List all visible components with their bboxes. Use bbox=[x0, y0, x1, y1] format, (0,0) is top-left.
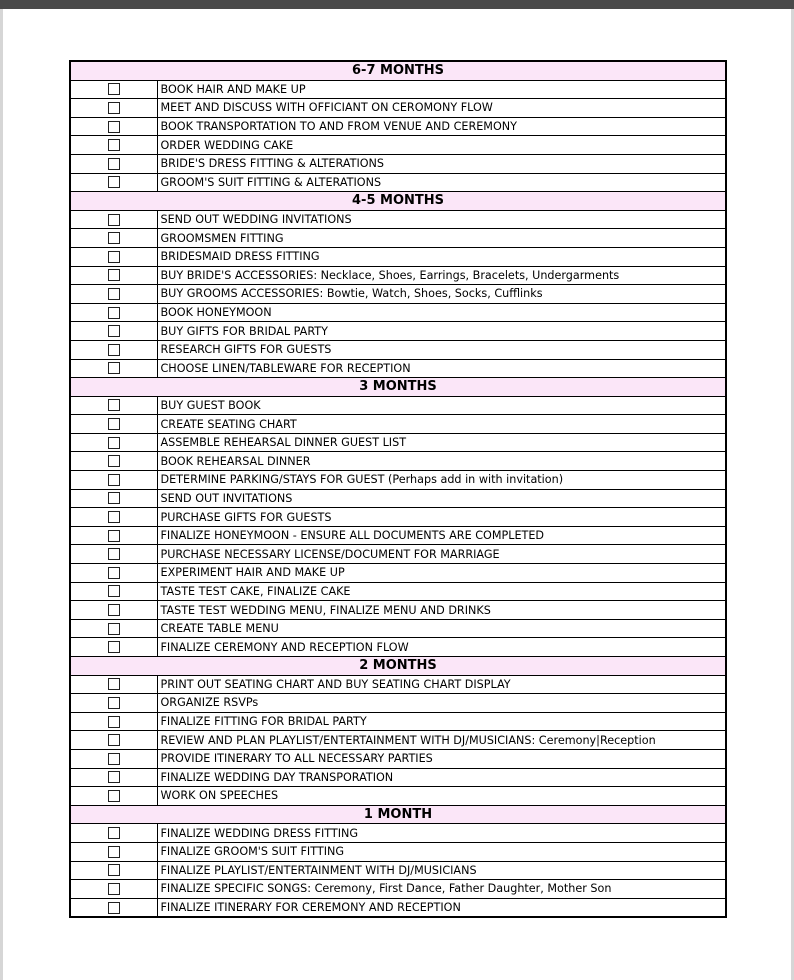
checkbox-icon[interactable] bbox=[108, 158, 120, 170]
task-label: FINALIZE WEDDING DAY TRANSPORATION bbox=[157, 768, 726, 787]
checkbox-icon[interactable] bbox=[108, 846, 120, 858]
task-label: FINALIZE HONEYMOON - ENSURE ALL DOCUMENTS ARE COMPLETED bbox=[157, 526, 726, 545]
checkbox-cell bbox=[70, 880, 157, 899]
checkbox-icon[interactable] bbox=[108, 418, 120, 430]
checkbox-cell bbox=[70, 452, 157, 471]
section-header-row bbox=[70, 192, 726, 211]
task-label: MEET AND DISCUSS WITH OFFICIANT ON CEROMONY FLOW bbox=[157, 99, 726, 118]
task-row bbox=[70, 154, 726, 173]
checkbox-icon[interactable] bbox=[108, 214, 120, 226]
section-title: 4-5 MONTHS bbox=[70, 192, 726, 211]
checkbox-cell bbox=[70, 526, 157, 545]
checkbox-cell bbox=[70, 340, 157, 359]
task-row bbox=[70, 898, 726, 917]
checkbox-cell bbox=[70, 731, 157, 750]
task-label: SEND OUT WEDDING INVITATIONS bbox=[157, 210, 726, 229]
task-row bbox=[70, 880, 726, 899]
checkbox-icon[interactable] bbox=[108, 437, 120, 449]
task-row bbox=[70, 136, 726, 155]
task-label: SEND OUT INVITATIONS bbox=[157, 489, 726, 508]
checkbox-icon[interactable] bbox=[108, 585, 120, 597]
task-row bbox=[70, 266, 726, 285]
task-label: BOOK REHEARSAL DINNER bbox=[157, 452, 726, 471]
checkbox-icon[interactable] bbox=[108, 753, 120, 765]
task-row bbox=[70, 117, 726, 136]
task-label: ASSEMBLE REHEARSAL DINNER GUEST LIST bbox=[157, 433, 726, 452]
task-label: BUY BRIDE'S ACCESSORIES: Necklace, Shoes, Earrings, Bracelets, Undergarments bbox=[157, 266, 726, 285]
checkbox-icon[interactable] bbox=[108, 883, 120, 895]
section-header-row bbox=[70, 378, 726, 397]
task-label: RESEARCH GIFTS FOR GUESTS bbox=[157, 340, 726, 359]
checkbox-cell bbox=[70, 508, 157, 527]
checkbox-cell bbox=[70, 415, 157, 434]
checkbox-cell bbox=[70, 545, 157, 564]
checkbox-icon[interactable] bbox=[108, 399, 120, 411]
checkbox-cell bbox=[70, 675, 157, 694]
checkbox-icon[interactable] bbox=[108, 325, 120, 337]
checklist-body bbox=[70, 61, 726, 917]
checkbox-icon[interactable] bbox=[108, 121, 120, 133]
checkbox-cell bbox=[70, 247, 157, 266]
task-row bbox=[70, 619, 726, 638]
task-row bbox=[70, 285, 726, 304]
task-row bbox=[70, 694, 726, 713]
task-row bbox=[70, 545, 726, 564]
checkbox-cell bbox=[70, 136, 157, 155]
task-label: FINALIZE FITTING FOR BRIDAL PARTY bbox=[157, 712, 726, 731]
task-row bbox=[70, 340, 726, 359]
checkbox-cell bbox=[70, 694, 157, 713]
checkbox-cell bbox=[70, 749, 157, 768]
checkbox-cell bbox=[70, 582, 157, 601]
task-row bbox=[70, 359, 726, 378]
task-row bbox=[70, 396, 726, 415]
checkbox-icon[interactable] bbox=[108, 734, 120, 746]
checkbox-cell bbox=[70, 285, 157, 304]
checkbox-cell bbox=[70, 210, 157, 229]
checkbox-cell bbox=[70, 768, 157, 787]
task-row bbox=[70, 749, 726, 768]
checkbox-cell bbox=[70, 433, 157, 452]
checkbox-icon[interactable] bbox=[108, 139, 120, 151]
checkbox-cell bbox=[70, 712, 157, 731]
section-title: 6-7 MONTHS bbox=[70, 61, 726, 80]
checkbox-icon[interactable] bbox=[108, 567, 120, 579]
task-label: BOOK HONEYMOON bbox=[157, 303, 726, 322]
task-label: GROOM'S SUIT FITTING & ALTERATIONS bbox=[157, 173, 726, 192]
checkbox-cell bbox=[70, 396, 157, 415]
task-label: PURCHASE GIFTS FOR GUESTS bbox=[157, 508, 726, 527]
section-header-row bbox=[70, 657, 726, 676]
task-label: BRIDESMAID DRESS FITTING bbox=[157, 247, 726, 266]
checkbox-cell bbox=[70, 787, 157, 806]
task-label: FINALIZE PLAYLIST/ENTERTAINMENT WITH DJ/MUSICIANS bbox=[157, 861, 726, 880]
checkbox-cell bbox=[70, 80, 157, 99]
task-row bbox=[70, 712, 726, 731]
checkbox-icon[interactable] bbox=[108, 548, 120, 560]
task-label: REVIEW AND PLAN PLAYLIST/ENTERTAINMENT WITH DJ/MUSICIANS: Ceremony|Reception bbox=[157, 731, 726, 750]
task-label: TASTE TEST CAKE, FINALIZE CAKE bbox=[157, 582, 726, 601]
checkbox-icon[interactable] bbox=[108, 232, 120, 244]
task-label: PRINT OUT SEATING CHART AND BUY SEATING CHART DISPLAY bbox=[157, 675, 726, 694]
task-row bbox=[70, 526, 726, 545]
checkbox-cell bbox=[70, 322, 157, 341]
checkbox-cell bbox=[70, 564, 157, 583]
task-row bbox=[70, 564, 726, 583]
checkbox-cell bbox=[70, 824, 157, 843]
task-row bbox=[70, 508, 726, 527]
task-label: BOOK HAIR AND MAKE UP bbox=[157, 80, 726, 99]
task-row bbox=[70, 303, 726, 322]
checkbox-cell bbox=[70, 229, 157, 248]
task-row bbox=[70, 80, 726, 99]
checkbox-icon[interactable] bbox=[108, 307, 120, 319]
task-row bbox=[70, 433, 726, 452]
task-row bbox=[70, 229, 726, 248]
task-row bbox=[70, 675, 726, 694]
checkbox-cell bbox=[70, 471, 157, 490]
checkbox-icon[interactable] bbox=[108, 362, 120, 374]
task-row bbox=[70, 861, 726, 880]
checkbox-icon[interactable] bbox=[108, 678, 120, 690]
checkbox-cell bbox=[70, 154, 157, 173]
section-header-row bbox=[70, 805, 726, 824]
task-label: DETERMINE PARKING/STAYS FOR GUEST (Perhaps add in with invitation) bbox=[157, 471, 726, 490]
task-row bbox=[70, 99, 726, 118]
task-row bbox=[70, 731, 726, 750]
checkbox-icon[interactable] bbox=[108, 511, 120, 523]
checkbox-icon[interactable] bbox=[108, 269, 120, 281]
task-label: BUY GROOMS ACCESSORIES: Bowtie, Watch, Shoes, Socks, Cufflinks bbox=[157, 285, 726, 304]
task-label: FINALIZE GROOM'S SUIT FITTING bbox=[157, 842, 726, 861]
checkbox-cell bbox=[70, 266, 157, 285]
checkbox-cell bbox=[70, 173, 157, 192]
checkbox-icon[interactable] bbox=[108, 492, 120, 504]
task-label: ORDER WEDDING CAKE bbox=[157, 136, 726, 155]
checkbox-icon[interactable] bbox=[108, 641, 120, 653]
task-label: TASTE TEST WEDDING MENU, FINALIZE MENU AND DRINKS bbox=[157, 601, 726, 620]
task-row bbox=[70, 582, 726, 601]
section-header-row bbox=[70, 61, 726, 80]
task-label: CHOOSE LINEN/TABLEWARE FOR RECEPTION bbox=[157, 359, 726, 378]
checkbox-icon[interactable] bbox=[108, 716, 120, 728]
checkbox-icon[interactable] bbox=[108, 790, 120, 802]
task-label: BRIDE'S DRESS FITTING & ALTERATIONS bbox=[157, 154, 726, 173]
section-title: 3 MONTHS bbox=[70, 378, 726, 397]
task-label: EXPERIMENT HAIR AND MAKE UP bbox=[157, 564, 726, 583]
checkbox-icon[interactable] bbox=[108, 530, 120, 542]
task-label: ORGANIZE RSVPs bbox=[157, 694, 726, 713]
checkbox-cell bbox=[70, 117, 157, 136]
checkbox-cell bbox=[70, 99, 157, 118]
task-row bbox=[70, 471, 726, 490]
task-row bbox=[70, 452, 726, 471]
checkbox-icon[interactable] bbox=[108, 288, 120, 300]
checkbox-icon[interactable] bbox=[108, 455, 120, 467]
checkbox-cell bbox=[70, 359, 157, 378]
task-row bbox=[70, 601, 726, 620]
checkbox-icon[interactable] bbox=[108, 604, 120, 616]
task-label: FINALIZE WEDDING DRESS FITTING bbox=[157, 824, 726, 843]
task-label: CREATE TABLE MENU bbox=[157, 619, 726, 638]
viewer-top-bar bbox=[0, 0, 794, 9]
checkbox-icon[interactable] bbox=[108, 474, 120, 486]
checkbox-cell bbox=[70, 842, 157, 861]
task-row bbox=[70, 489, 726, 508]
task-row bbox=[70, 415, 726, 434]
checkbox-icon[interactable] bbox=[108, 344, 120, 356]
task-label: WORK ON SPEECHES bbox=[157, 787, 726, 806]
task-row bbox=[70, 247, 726, 266]
checkbox-cell bbox=[70, 619, 157, 638]
task-row bbox=[70, 824, 726, 843]
task-label: PROVIDE ITINERARY TO ALL NECESSARY PARTIES bbox=[157, 749, 726, 768]
checkbox-cell bbox=[70, 303, 157, 322]
task-label: BUY GIFTS FOR BRIDAL PARTY bbox=[157, 322, 726, 341]
checkbox-icon[interactable] bbox=[108, 827, 120, 839]
checkbox-cell bbox=[70, 489, 157, 508]
task-label: FINALIZE CEREMONY AND RECEPTION FLOW bbox=[157, 638, 726, 657]
checkbox-cell bbox=[70, 601, 157, 620]
task-row bbox=[70, 173, 726, 192]
page-left-edge bbox=[0, 9, 3, 980]
task-row bbox=[70, 768, 726, 787]
checkbox-icon[interactable] bbox=[108, 771, 120, 783]
task-label: CREATE SEATING CHART bbox=[157, 415, 726, 434]
checkbox-icon[interactable] bbox=[108, 176, 120, 188]
task-row bbox=[70, 638, 726, 657]
checkbox-cell bbox=[70, 638, 157, 657]
task-label: PURCHASE NECESSARY LICENSE/DOCUMENT FOR MARRIAGE bbox=[157, 545, 726, 564]
task-label: BOOK TRANSPORTATION TO AND FROM VENUE AND CEREMONY bbox=[157, 117, 726, 136]
section-title: 1 MONTH bbox=[70, 805, 726, 824]
checkbox-cell bbox=[70, 861, 157, 880]
task-row bbox=[70, 842, 726, 861]
task-row bbox=[70, 322, 726, 341]
section-title: 2 MONTHS bbox=[70, 657, 726, 676]
task-label: FINALIZE SPECIFIC SONGS: Ceremony, First Dance, Father Daughter, Mother Son bbox=[157, 880, 726, 899]
task-row bbox=[70, 787, 726, 806]
checkbox-icon[interactable] bbox=[108, 697, 120, 709]
checkbox-icon[interactable] bbox=[108, 902, 120, 914]
checkbox-icon[interactable] bbox=[108, 102, 120, 114]
wedding-checklist-table bbox=[69, 60, 727, 918]
checkbox-cell bbox=[70, 898, 157, 917]
checkbox-icon[interactable] bbox=[108, 251, 120, 263]
checkbox-icon[interactable] bbox=[108, 623, 120, 635]
task-label: FINALIZE ITINERARY FOR CEREMONY AND RECEPTION bbox=[157, 898, 726, 917]
task-label: BUY GUEST BOOK bbox=[157, 396, 726, 415]
task-row bbox=[70, 210, 726, 229]
checkbox-icon[interactable] bbox=[108, 864, 120, 876]
task-label: GROOMSMEN FITTING bbox=[157, 229, 726, 248]
checkbox-icon[interactable] bbox=[108, 83, 120, 95]
